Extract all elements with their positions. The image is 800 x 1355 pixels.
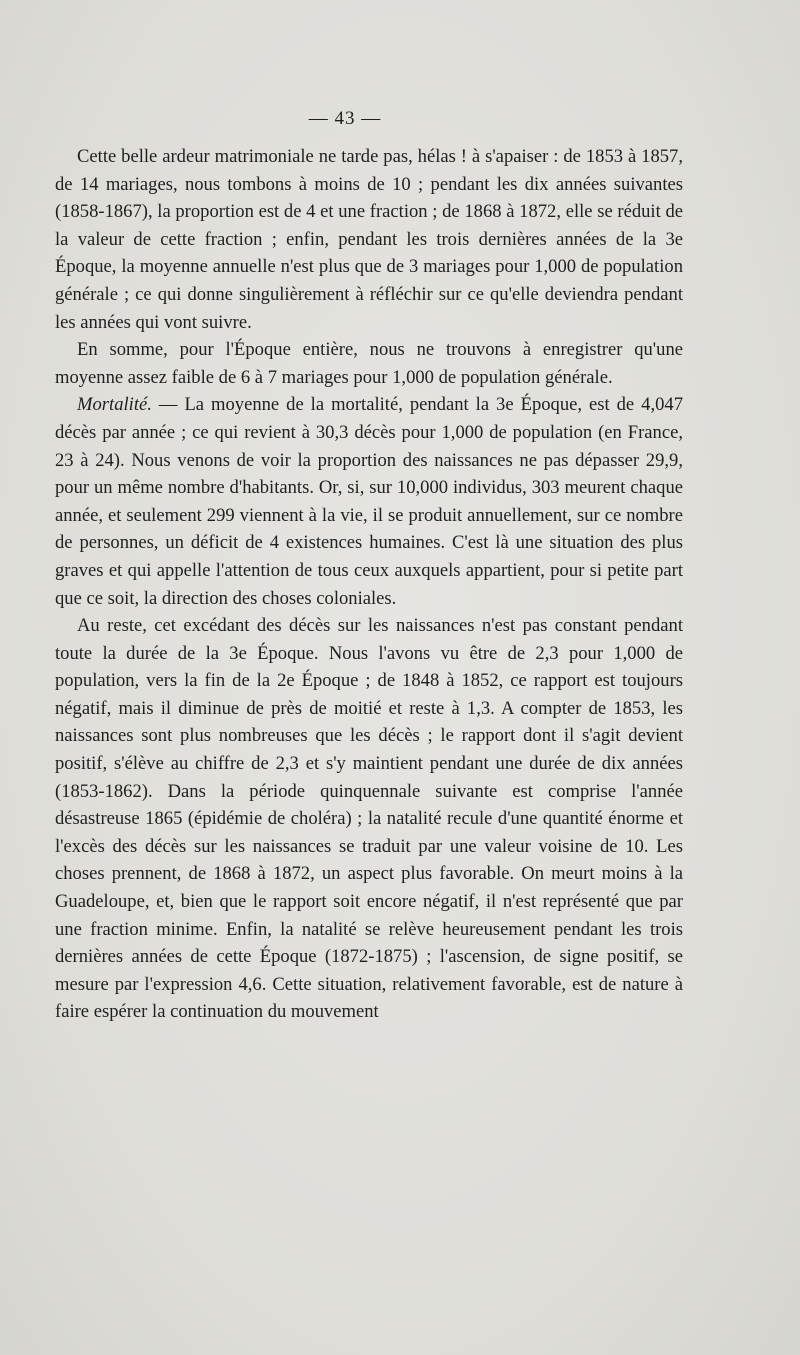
paragraph-text: Au reste, cet excédant des décès sur les naissances n'est pas constant pendant toute la durée de la 3e Époque. Nous l'avons vu être de 2,3 pour 1,000 de population, vers la fin de la 2e Époque ; de 1848 à 1852, ce rapport est toujours négatif, mais il diminue de près de moitié et reste à 1,3. A compter de 1853, les naissances sont plus nombreuses que les décès ; le rapport dont il s'agit devient positif, s'élève au chiffre de 2,3 et s'y maintient pendant une durée de dix années (1853-1862). Dans la période quinquennale suivante est comprise l'année désastreuse 1865 (épidémie de choléra) ; la natalité recule d'une quantité énorme et l'excès des décès sur les naissances se traduit par une valeur voisine de 10. Les choses prennent, de 1868 à 1872, un aspect plus favorable. On meurt moins à la Guadeloupe, et, bien que le rapport soit encore négatif, il n'est représenté que par une fraction minime. Enfin, la natalité se relève heureusement pendant les trois dernières années de cette Époque (1872-1875) ; l'ascension, de signe positif, se mesure par l'expression 4,6. Cette situation, relativement favorable, est de nature à faire espérer la continuation du mouvement [55,615,683,1023]
paragraph-marriage-decline [55,143,683,336]
paragraph-text: Cette belle ardeur matrimoniale ne tarde pas, hélas ! à s'apaiser : de 1853 à 1857, de 14 mariages, nous tombons à moins de 10 ; pendant les dix années suivantes (1858-1867), la proportion est de 4 et une fraction ; de 1868 à 1872, elle se réduit de la valeur de cette fraction ; enfin, pendant les trois dernières années de la 3e Époque, la moyenne annuelle n'est plus que de 3 mariages pour 1,000 de population générale ; ce qui donne singulièrement à réfléchir sur ce qu'elle deviendra pendant les années qui vont suivre. [55,146,683,333]
paragraph-text: En somme, pour l'Époque entière, nous ne trouvons à enregistrer qu'une moyenne assez faible de 6 à 7 mariages pour 1,000 de population générale. [55,339,683,388]
paragraph-mortality [55,391,683,612]
page-number: — 43 — [308,108,382,129]
paragraph-marriage-average [55,336,683,391]
body-text [55,143,683,1026]
paragraph-text: — La moyenne de la mortalité, pendant la 3e Époque, est de 4,047 décès par année ; ce qui revient à 30,3 décès pour 1,000 de population (en France, 23 à 24). Nous venons de voir la proportion des naissances ne pas dépasser 29,9, pour un même nombre d'habitants. Or, si, sur 10,000 individus, 303 meurent chaque année, et seulement 299 viennent à la vie, il se produit annuellement, sur ce nombre de personnes, un déficit de 4 existences humaines. C'est là une situation des plus graves et qui appelle l'attention de tous ceux auxquels appartient, pour si petite part que ce soit, la direction des choses coloniales. [55,394,683,609]
paragraph-excess-deaths [55,612,683,1026]
section-lead-mortality: Mortalité. [77,394,152,416]
